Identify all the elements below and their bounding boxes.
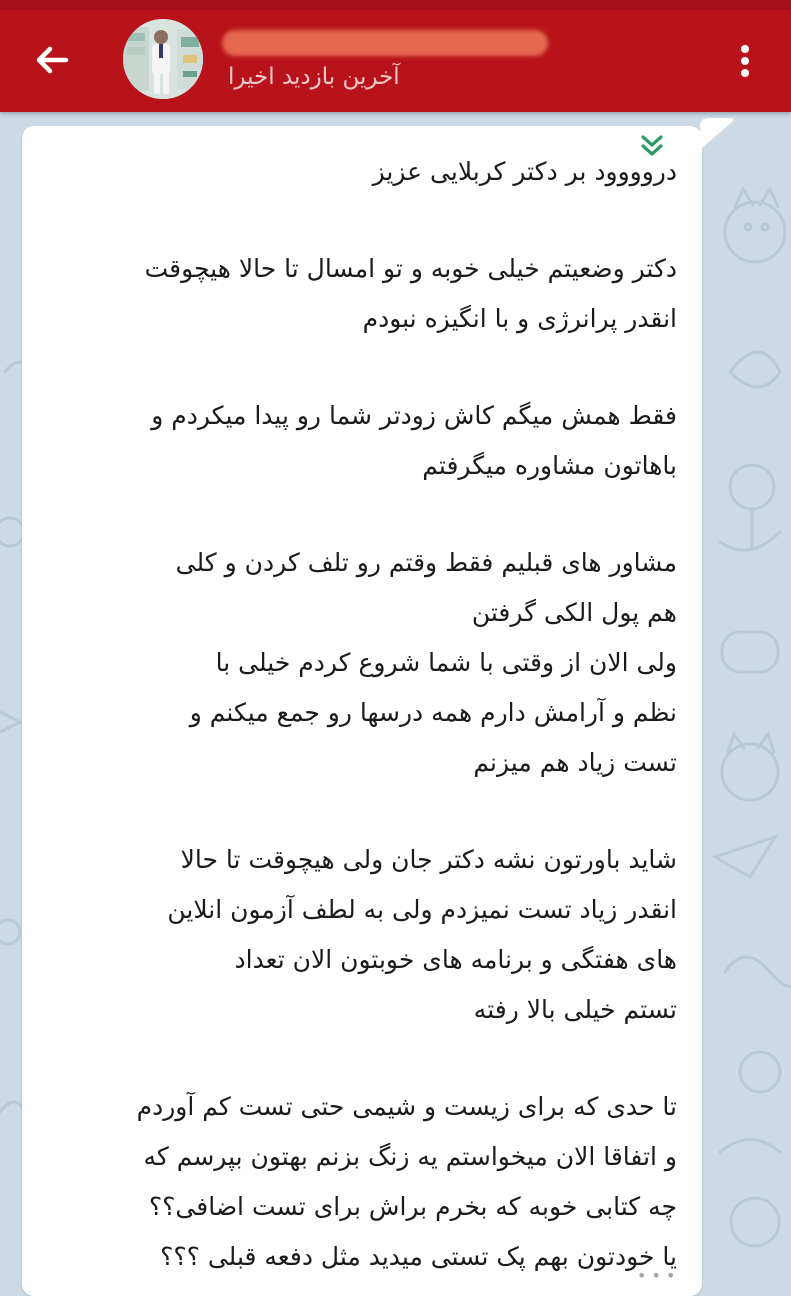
message-line: انقدر پرانرژی و با انگیزه نبودم: [362, 304, 677, 333]
message-line: فقط همش میگم کاش زودتر شما رو پیدا میکردم و: [151, 401, 677, 430]
message-meta: • • •: [637, 1266, 676, 1285]
message-line: تست زیاد هم میزنم: [473, 748, 677, 777]
message-line: انقدر زیاد تست نمیزدم ولی به لطف آزمون انلاین: [167, 895, 677, 924]
message-blank-line: [37, 197, 677, 244]
message-line: شاید باورتون نشه دکتر جان ولی هیچوقت تا حالا: [180, 845, 677, 874]
message-line: تستم خیلی بالا رفته: [473, 995, 677, 1024]
message-line: نظم و آرامش دارم همه درسها رو جمع میکنم و: [189, 698, 677, 727]
message-blank-line: [37, 1035, 677, 1082]
contact-avatar[interactable]: [123, 19, 203, 99]
message-blank-line: [37, 491, 677, 538]
message-line: یا خودتون بهم پک تستی میدید مثل دفعه قبلی ؟؟؟: [160, 1242, 677, 1271]
message-blank-line: [37, 344, 677, 391]
message-line: های هفتگی و برنامه های خوبتون الان تعداد: [234, 945, 677, 974]
message-line: باهاتون مشاوره میگرفتم: [422, 451, 677, 480]
more-options-button[interactable]: [730, 38, 760, 82]
message-line: تا حدی که برای زیست و شیمی حتی تست کم آوردم: [136, 1092, 677, 1121]
message-line: مشاور های قبلیم فقط وقتم رو تلف کردن و کلی: [175, 548, 677, 577]
chevron-double-down-icon: [634, 131, 670, 163]
message-line: ولی الان از وقتی با شما شروع کردم خیلی با: [215, 648, 677, 677]
contact-name-redacted: [222, 30, 548, 56]
message-blank-line: [37, 788, 677, 835]
arrow-left-icon: [30, 38, 74, 82]
bubble-tail: [700, 118, 736, 148]
back-button[interactable]: [30, 38, 74, 82]
contact-last-seen: آخرین بازدید اخیرا: [228, 64, 400, 90]
message-line: چه کتابی خوبه که بخرم براش برای تست اضافی؟؟: [148, 1192, 677, 1221]
more-vertical-icon: [741, 45, 749, 53]
scroll-to-bottom-button[interactable]: [634, 131, 670, 163]
message-line: هم پول الکی گرفتن: [471, 598, 677, 627]
message-line: دروووود بر دکتر کربلایی عزیز: [372, 157, 677, 186]
message-text: [37, 147, 677, 1282]
message-line: و اتفاقا الان میخواستم یه زنگ بزنم بهتون بپرسم که: [143, 1142, 677, 1171]
status-bar: [0, 0, 791, 10]
message-line: دکتر وضعیتم خیلی خوبه و تو امسال تا حالا هیچوقت: [144, 254, 677, 283]
chat-header: [0, 0, 791, 112]
